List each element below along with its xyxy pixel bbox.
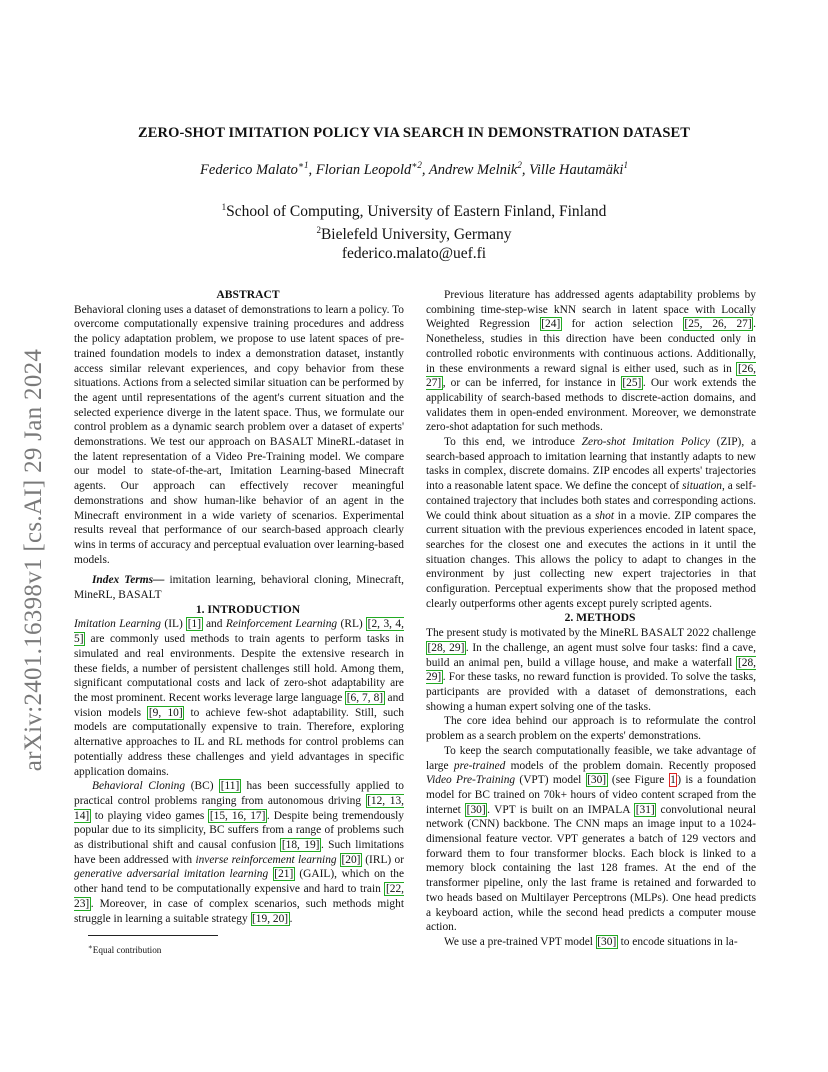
methods-paragraph-2: The core idea behind our approach is to reformulate the control problem as a search problem on the experts' demonstrations.: [426, 715, 756, 743]
author-list: Federico Malato$^{∗1}$, Florian Leopold$^{∗2}$, Andrew Melnik$^2$, Ville Hautamäki$^1$: [200, 160, 628, 178]
methods-paragraph-3: To keep the search computationally feasible, we take advantage of large pre-trained models of the problem domain. Recently proposed Video Pre-Training (VPT) model [30] (see Figure 1 ) is a foundation model for BC trained on 70k+ hours of video content scraped from the internet [30] . VPT is built on an IMPALA [31] convolutional neural network (CNN) backbone. The CNN maps an image input to a 1024-dimensional feature vector. VPT generates a batch of 129 vectors and forward them to four transformer blocks. Each block is linked to a memory block containing the last 128 frames. At the end of the transformer pipeline, only the last frame is retained and forwarded to two heads based on Multilayer Perceptrons (MLPs). One head predicts a keyboard action, while the second head predicts a computer mouse action.: [426, 744, 757, 934]
index-terms-label: Index Terms—: [92, 574, 165, 587]
paper-title: ZERO-SHOT IMITATION POLICY VIA SEARCH IN DEMONSTRATION DATASET: [137, 125, 691, 141]
intro-paragraph-2: Behavioral Cloning (BC) [11] has been successfully applied to practical control problems ranging from autonomous driving [12, 13, 14] to playing video games [15, 16, 17] . Despite being tremendously popular due to its simplicity, BC suffers from a range of problems such as distributional shift and causal confusion [18, 19] . Such limitations have been addressed with inverse reinforcement learning [20] (IRL) or generative adversarial imitation learning [21] (GAIL), which on the other hand tend to be computationally expensive and hard to train [22, 23] . Moreover, in case of complex scenarios, such methods might struggle in learning a suitable strategy [19, 20] .: [74, 780, 405, 925]
affiliations: [0, 198, 828, 263]
affiliation-2: $^2$Bielefeld University, Germany: [316, 225, 512, 244]
intro-paragraph-3: Previous literature has addressed agents adaptability problems by combining time-step-wise kNN search in latent space with Locally Weighted Regression [24] for action selection [25, 26, 27] . Nonetheless, studies in this direction have been conducted only in controlled robotic environments with continuous actions. Additionally, in these environments a reward signal is either used, such as in [26, 27] , or can be inferred, for instance in [25] . Our work extends the applicability of search-based methods to discrete-action domains, and validates them in open-ended environment. Moreover, we demonstrate zero-shot adaptation for such methods.: [426, 289, 757, 434]
left-column: [74, 288, 404, 958]
methods-paragraph-1: The present study is motivated by the MineRL BASALT 2022 challenge [28, 29] . In the challenge, an agent must solve four tasks: find a cave, build an animal pen, build a village house, and make a waterfall [28, 29] . For these tasks, no reward function is provided. To solve the tasks, participants are provided with a dataset of demonstrations, each showing a human expert solving one of the tasks.: [426, 627, 756, 713]
intro-paragraph-4: To this end, we introduce Zero-shot Imitation Policy (ZIP), a search-based approach to imitation learning that instantly adapts to new tasks in complex, discrete domains. ZIP encodes all experts' trajectories into a reasonable latent space. We define the concept of situation, a self-contained trajectory that includes both states and corresponding actions. We could think about situation as a shot in a movie. ZIP compares the current situation with the previous experiences encoded in latent space, searches for the closest one and executes the actions in it until the situation changes. This allows the policy to adapt to changes in the environment by just collecting new expert trajectories in that configuration. Perceptual experiments show that the proposed method clearly outperforms other agents except purely scripted agents.: [426, 436, 756, 610]
right-column: [426, 288, 756, 950]
abstract-text: Behavioral cloning uses a dataset of demonstrations to learn a policy. To overcome computationally expensive training procedures and address the policy adaptation problem, we propose to use latent spaces of pre-trained foundation models to index a demonstration dataset, instantly access similar relevant experiences, and copy behavior from these situations. Actions from a selected similar situation can be performed by the agent until representations of the agent's current situation and the selected experience diverge in the latent space. Thus, we formulate our control problem as a dynamic search problem over a dataset of experts' demonstrations. We test our approach on BASALT MineRL-dataset in the latent representation of a Video Pre-Training model. We compare our model to state-of-the-art, Imitation Learning-based Minecraft agents. Our approach can effectively recover meaningful demonstrations and show human-like behavior of an agent in the Minecraft environment in a wide variety of scenarios. Experimental results reveal that performance of our search-based approach clearly wins in terms of accuracy and perceptual evaluation over learning-based models.: [74, 303, 404, 566]
methods-paragraph-4: We use a pre-trained VPT model [30] to encode situations in la-: [444, 935, 738, 948]
intro-paragraph-1: Imitation Learning (IL) [1] and Reinforcement Learning (RL) [2, 3, 4, 5] are commonly used methods to train agents to perform tasks in simulated and real environments. Despite the extensive research in these fields, a number of persistent challenges still hold. Among them, significant computational costs and lack of zero-shot adaptability are the most prominent. Recent works leverage large language [6, 7, 8] and vision models [9, 10] to achieve few-shot adaptability. Still, such models are computationally expensive to train. Therefore, exploring alternative approaches to IL and RL methods for control problems can potentially address these challenges and yield advantages in specific application domains.: [74, 618, 404, 778]
arxiv-identifier: arXiv:2401.16398v1 [cs.AI] 29 Jan 2024: [20, 348, 47, 772]
contact-email: federico.malato@uef.fi: [341, 245, 487, 263]
footnote-equal-contribution: ∗Equal contribution: [88, 943, 162, 956]
affiliation-1: $^1$School of Computing, University of Eastern Finland, Finland: [221, 202, 607, 221]
section-heading-introduction: 1. INTRODUCTION: [195, 602, 301, 616]
abstract-heading: ABSTRACT: [216, 288, 280, 301]
index-terms-text: imitation learning, behavioral cloning, Minecraft, MineRL, BASALT: [74, 574, 404, 602]
footnote-rule: [88, 935, 218, 936]
index-terms: [74, 573, 404, 602]
section-heading-methods: 2. METHODS: [564, 611, 636, 625]
